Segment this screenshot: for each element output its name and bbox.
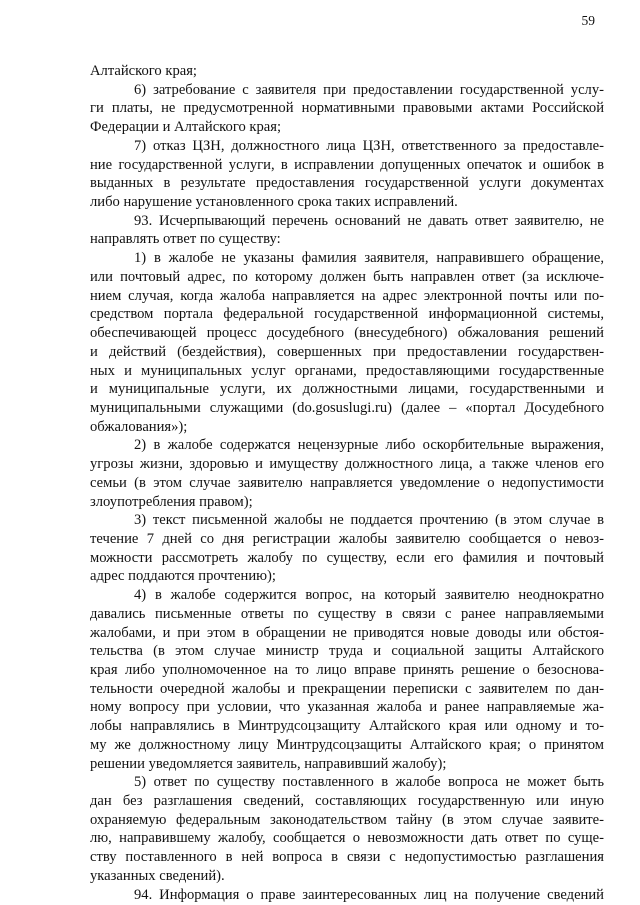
text-line: 94. Информация о праве заинтересованных лиц на получение сведений — [134, 886, 604, 903]
text-line: лю, направившему жалобу, сообщается о невозможности дать ответ по суще- — [90, 830, 604, 847]
text-line: тельности очередной жалобы и прекращении переписки с заявителем по дан- — [90, 680, 604, 697]
text-line: семьи (в этом случае заявителю направляется уведомление о недопустимости — [90, 474, 604, 491]
text-line: ги платы, не предусмотренной нормативными правовыми актами Российской — [90, 100, 604, 117]
text-line: 2) в жалобе содержатся нецензурные либо оскорбительные выражения, — [134, 437, 604, 454]
text-line: муниципальными служащими (do.gosuslugi.ru) (далее – «портал Досудебного — [90, 399, 604, 416]
text-line: и действий (бездействия), совершенных при предоставлении государствен- — [90, 343, 604, 360]
text-line: Федерации и Алтайского края; — [90, 119, 282, 136]
text-line: ству поставленного в ней вопроса в связи с недопустимостью разглашения — [90, 849, 604, 866]
text-line: средством портала федеральной государственной информационной системы, — [90, 306, 604, 323]
text-line: решении уведомляется заявитель, направивший жалобу); — [90, 755, 447, 772]
page-number: 59 — [581, 13, 595, 28]
text-line: адрес поддаются прочтению); — [90, 568, 276, 585]
text-line: можности рассмотреть жалобу по существу, если его фамилия и почтовый — [90, 549, 604, 566]
text-line: Алтайского края; — [90, 63, 197, 79]
text-line: ние государственной услуги, в исправлении допущенных опечаток и ошибок в — [90, 156, 604, 173]
text-line: охраняемую федеральным законодательством тайну (в этом случае заявите- — [90, 811, 604, 828]
text-line: 3) текст письменной жалобы не поддается прочтению (в этом случае в — [134, 512, 604, 529]
document-body — [90, 62, 604, 904]
text-line: 4) в жалобе содержится вопрос, на который заявителю неоднократно — [134, 587, 604, 604]
text-line: му же должностному лицу Минтрудсоцзащиты Алтайского края; о принятом — [90, 736, 604, 753]
text-line: обжалования»); — [90, 418, 188, 435]
text-line: либо нарушение установленного срока таких исправлений. — [90, 194, 458, 211]
text-line: ных и муниципальных услуг органами, предоставляющими государственные — [90, 362, 604, 379]
text-line: тельства (в этом случае министр труда и социальной защиты Алтайского — [90, 643, 604, 660]
text-line: ному вопросу при условии, что указанная жалоба и ранее направляемые жа- — [90, 699, 604, 716]
text-line: выданных в результате предоставления государственной услуги документах — [90, 175, 604, 192]
text-line: жалобами, и при этом в обращении не приводятся новые доводы или обстоя- — [90, 624, 604, 641]
text-line: 6) затребование с заявителя при предоставлении государственной услу- — [134, 81, 604, 98]
text-line: лобы направлялись в Минтрудсоцзащиту Алтайского края или одному и то- — [90, 718, 604, 735]
text-line: направлять ответ по существу: — [90, 231, 281, 248]
text-line: края либо уполномоченное на то лицо вправе принять решение о безоснова- — [90, 662, 604, 678]
text-line: нием случая, когда жалоба направляется на адрес электронной почты или по- — [90, 287, 604, 304]
text-line: 1) в жалобе не указаны фамилия заявителя, направившего обращение, — [134, 250, 604, 267]
text-line: или почтовый адрес, по которому должен быть направлен ответ (за исключе- — [90, 268, 604, 285]
text-line: указанных сведений). — [90, 867, 225, 884]
text-line: 7) отказ ЦЗН, должностного лица ЦЗН, ответственного за предоставле- — [134, 137, 604, 154]
text-line: злоупотребления правом); — [90, 493, 253, 510]
text-line: обеспечивающей процесс досудебного (внесудебного) обжалования решений — [90, 325, 604, 342]
text-line: и муниципальные услуги, их должностными лицами, государственными и — [90, 381, 604, 398]
text-line: давались письменные ответы по существу в связи с ранее направляемыми — [90, 605, 604, 622]
text-line: 5) ответ по существу поставленного в жалобе вопроса не может быть — [134, 774, 604, 791]
text-line: угрозы жизни, здоровью и имуществу должностного лица, а также членов его — [90, 456, 604, 473]
text-line: 93. Исчерпывающий перечень оснований не давать ответ заявителю, не — [134, 212, 604, 229]
text-line: течение 7 дней со дня регистрации жалобы заявителю сообщается о невоз- — [90, 530, 604, 547]
text-line: дан без разглашения сведений, составляющих государственную или иную — [90, 793, 604, 810]
